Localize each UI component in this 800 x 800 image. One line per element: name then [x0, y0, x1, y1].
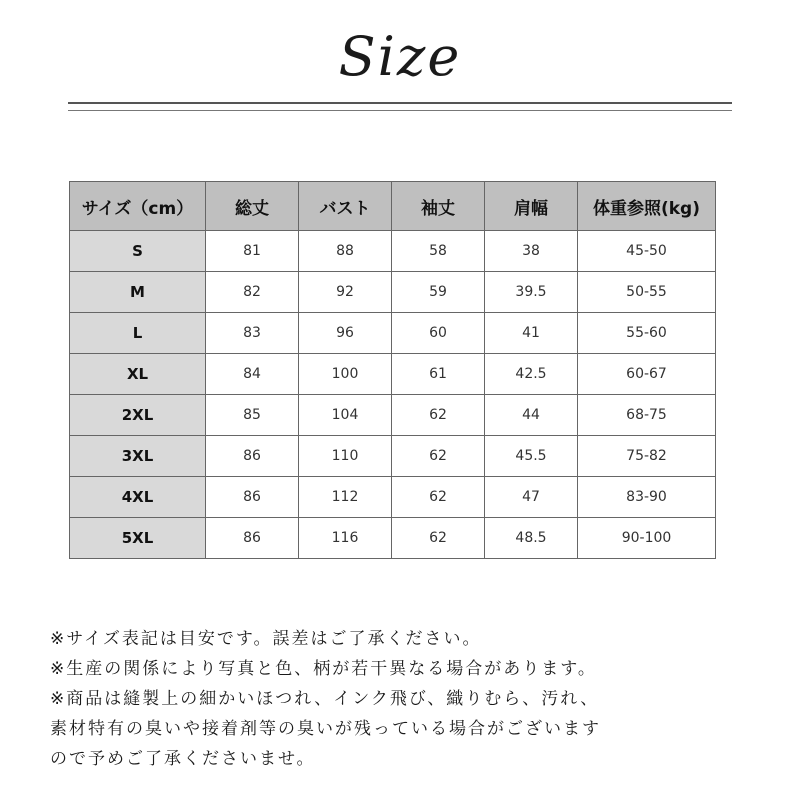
- table-row: [70, 354, 716, 395]
- weight-cell: 60-67: [578, 354, 716, 395]
- header-sleeve-length: 袖丈: [392, 182, 485, 231]
- bust-cell: 112: [299, 477, 392, 518]
- shoulder-width-cell: 42.5: [485, 354, 578, 395]
- total-length-cell: 86: [206, 477, 299, 518]
- size-cell: S: [70, 231, 206, 272]
- weight-cell: 50-55: [578, 272, 716, 313]
- table-row: [70, 436, 716, 477]
- table-header-row: [70, 182, 716, 231]
- table-row: [70, 313, 716, 354]
- total-length-cell: 83: [206, 313, 299, 354]
- bust-cell: 92: [299, 272, 392, 313]
- shoulder-width-cell: 41: [485, 313, 578, 354]
- size-cell: 5XL: [70, 518, 206, 559]
- size-cell: XL: [70, 354, 206, 395]
- weight-cell: 75-82: [578, 436, 716, 477]
- notes-section: [50, 624, 780, 774]
- weight-cell: 55-60: [578, 313, 716, 354]
- bust-cell: 88: [299, 231, 392, 272]
- sleeve-length-cell: 61: [392, 354, 485, 395]
- size-cell: L: [70, 313, 206, 354]
- note-line: ※サイズ表記は目安です。誤差はご了承ください。: [50, 629, 482, 649]
- size-cell: 2XL: [70, 395, 206, 436]
- sleeve-length-cell: 62: [392, 518, 485, 559]
- size-cell: M: [70, 272, 206, 313]
- shoulder-width-cell: 38: [485, 231, 578, 272]
- sleeve-length-cell: 62: [392, 436, 485, 477]
- note-line: ※生産の関係により写真と色、柄が若干異なる場合があります。: [50, 659, 597, 679]
- shoulder-width-cell: 48.5: [485, 518, 578, 559]
- table-row: [70, 395, 716, 436]
- note-line: 素材特有の臭いや接着剤等の臭いが残っている場合がございます: [50, 719, 601, 739]
- shoulder-width-cell: 39.5: [485, 272, 578, 313]
- weight-cell: 68-75: [578, 395, 716, 436]
- header-weight-reference: 体重参照(kg): [578, 182, 716, 231]
- sleeve-length-cell: 62: [392, 395, 485, 436]
- bust-cell: 96: [299, 313, 392, 354]
- weight-cell: 90-100: [578, 518, 716, 559]
- bust-cell: 110: [299, 436, 392, 477]
- shoulder-width-cell: 44: [485, 395, 578, 436]
- bust-cell: 104: [299, 395, 392, 436]
- size-chart-table: [69, 181, 716, 559]
- header-shoulder-width: 肩幅: [485, 182, 578, 231]
- bust-cell: 100: [299, 354, 392, 395]
- header-size: サイズ（cm）: [70, 182, 206, 231]
- total-length-cell: 81: [206, 231, 299, 272]
- sleeve-length-cell: 62: [392, 477, 485, 518]
- shoulder-width-cell: 45.5: [485, 436, 578, 477]
- weight-cell: 45-50: [578, 231, 716, 272]
- total-length-cell: 82: [206, 272, 299, 313]
- note-line: ※商品は縫製上の細かいほつれ、インク飛び、織りむら、汚れ、: [50, 689, 600, 709]
- page-title: Size: [338, 25, 462, 88]
- table-row: [70, 231, 716, 272]
- total-length-cell: 84: [206, 354, 299, 395]
- table-row: [70, 477, 716, 518]
- sleeve-length-cell: 60: [392, 313, 485, 354]
- bust-cell: 116: [299, 518, 392, 559]
- note-line: ので予めご了承くださいませ。: [50, 749, 316, 769]
- size-cell: 3XL: [70, 436, 206, 477]
- total-length-cell: 86: [206, 436, 299, 477]
- total-length-cell: 85: [206, 395, 299, 436]
- total-length-cell: 86: [206, 518, 299, 559]
- title-divider-top: [68, 102, 732, 104]
- table-row: [70, 518, 716, 559]
- title-divider-bottom: [68, 110, 732, 111]
- sleeve-length-cell: 58: [392, 231, 485, 272]
- header-bust: バスト: [299, 182, 392, 231]
- sleeve-length-cell: 59: [392, 272, 485, 313]
- table-row: [70, 272, 716, 313]
- header-total-length: 総丈: [206, 182, 299, 231]
- size-cell: 4XL: [70, 477, 206, 518]
- weight-cell: 83-90: [578, 477, 716, 518]
- shoulder-width-cell: 47: [485, 477, 578, 518]
